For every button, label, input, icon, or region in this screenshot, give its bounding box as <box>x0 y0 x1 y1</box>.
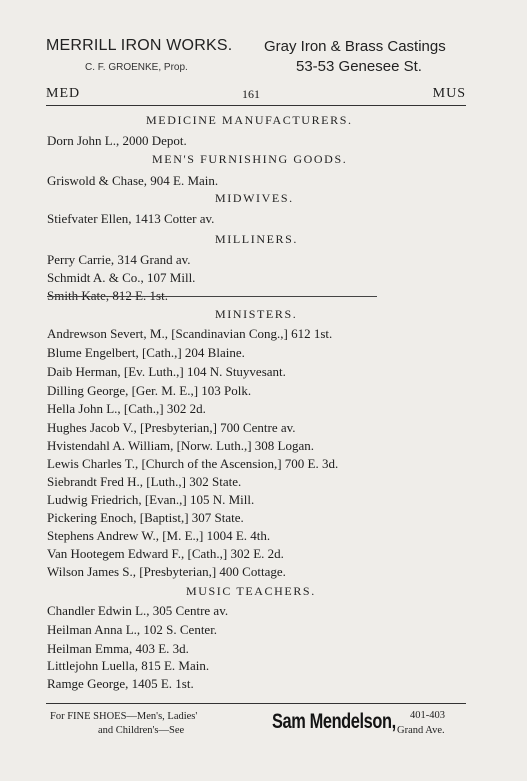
section-heading: MINISTERS. <box>215 307 298 321</box>
directory-entry: Siebrandt Fred H., [Luth.,] 302 State. <box>47 474 242 489</box>
section-heading: MEDICINE MANUFACTURERS. <box>146 113 353 127</box>
footer-ad-line-1: For FINE SHOES—Men's, Ladies' <box>50 711 198 722</box>
footer-ad-brand: Sam Mendelson, <box>272 710 396 733</box>
directory-entry: Hughes Jacob V., [Presbyterian,] 700 Centre av. <box>47 420 296 435</box>
directory-entry: Ludwig Friedrich, [Evan.,] 105 N. Mill. <box>47 492 255 507</box>
directory-entry: Blume Engelbert, [Cath.,] 204 Blaine. <box>47 345 245 360</box>
struck-through-rule <box>47 296 377 297</box>
directory-entry: Heilman Anna L., 102 S. Center. <box>47 622 218 637</box>
directory-entry: Ramge George, 1405 E. 1st. <box>47 676 194 691</box>
ad-address: 53-53 Genesee St. <box>296 58 422 75</box>
section-heading: MILLINERS. <box>215 232 298 246</box>
directory-entry: Van Hootegem Edward F., [Cath.,] 302 E. 2d. <box>47 546 284 561</box>
footer-rule <box>46 703 466 704</box>
footer-ad-address-number: 401-403 <box>410 710 445 721</box>
section-heading: MEN'S FURNISHING GOODS. <box>152 152 348 166</box>
directory-entry: Perry Carrie, 314 Grand av. <box>47 252 191 267</box>
directory-entry: Griswold & Chase, 904 E. Main. <box>47 173 219 188</box>
directory-entry: Chandler Edwin L., 305 Centre av. <box>47 603 229 618</box>
directory-entry: Heilman Emma, 403 E. 3d. <box>47 641 189 656</box>
running-head-left: MED <box>46 86 81 101</box>
running-head-right: MUS <box>432 86 466 101</box>
header-rule <box>46 105 466 106</box>
footer-ad-address-street: Grand Ave. <box>397 725 445 736</box>
directory-entry: Stephens Andrew W., [M. E.,] 1004 E. 4th. <box>47 528 271 543</box>
footer-ad-line-2: and Children's—See <box>98 725 185 736</box>
directory-entry: Stiefvater Ellen, 1413 Cotter av. <box>47 211 215 226</box>
top-advertisement <box>0 0 527 84</box>
directory-entry: Hella John L., [Cath.,] 302 2d. <box>47 401 206 416</box>
directory-entry: Lewis Charles T., [Church of the Ascension,] 700 E. 3d. <box>47 456 339 471</box>
page-number: 161 <box>242 87 260 101</box>
directory-entry: Hvistendahl A. William, [Norw. Luth.,] 308 Logan. <box>47 438 315 453</box>
section-heading: MIDWIVES. <box>215 191 294 205</box>
directory-entry: Dorn John L., 2000 Depot. <box>47 133 187 148</box>
directory-entry: Smith Kate, 812 E. 1st. <box>47 288 168 303</box>
directory-entry: Dilling George, [Ger. M. E.,] 103 Polk. <box>47 383 252 398</box>
directory-entry: Wilson James S., [Presbyterian,] 400 Cottage. <box>47 564 286 579</box>
directory-entry: Littlejohn Luella, 815 E. Main. <box>47 658 210 673</box>
directory-entry: Daib Herman, [Ev. Luth.,] 104 N. Stuyvesant. <box>47 364 286 379</box>
directory-entry: Andrewson Severt, M., [Scandinavian Cong.,] 612 1st. <box>47 326 333 341</box>
section-heading: MUSIC TEACHERS. <box>186 584 316 598</box>
ad-tagline: Gray Iron & Brass Castings <box>264 38 446 55</box>
directory-entry: Pickering Enoch, [Baptist,] 307 State. <box>47 510 244 525</box>
ad-business-name: MERRILL IRON WORKS. <box>46 37 233 54</box>
directory-entry: Schmidt A. & Co., 107 Mill. <box>47 270 196 285</box>
ad-proprietor: C. F. GROENKE, Prop. <box>85 62 188 73</box>
